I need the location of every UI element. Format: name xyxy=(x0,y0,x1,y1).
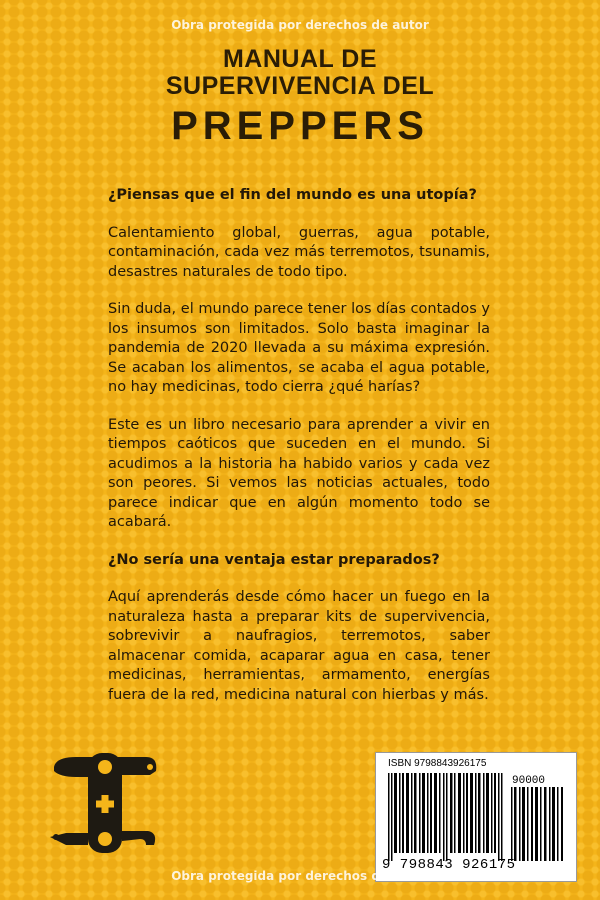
title-line-2: SUPERVIVENCIA DEL xyxy=(165,72,435,100)
title-line-3: PREPPERS xyxy=(171,104,429,148)
swiss-army-knife-icon xyxy=(46,745,161,860)
back-cover-blurb xyxy=(108,186,490,723)
price-code: 90000 xyxy=(512,775,546,787)
question-2: ¿No sería una ventaja estar preparados? xyxy=(108,551,440,568)
barcode-digits: 9 798843 926175 xyxy=(382,857,516,873)
copyright-watermark-top: Obra protegida por derechos de autor xyxy=(171,18,429,32)
paragraph-4: Aquí aprenderás desde cómo hacer un fuego en la naturaleza hasta a preparar kits de supervivencia, sobrevivir a naufragios, terremotos, saber almacenar comida, acaparar agua en casa, tener medicinas, herramientas, armamento, energías fuera de la red, medicina natural con hierbas y más. xyxy=(108,589,490,703)
question-1: ¿Piensas que el fin del mundo es una utopía? xyxy=(108,187,477,203)
book-title xyxy=(0,46,600,150)
barcode-bars xyxy=(386,773,504,861)
isbn-barcode xyxy=(375,752,577,882)
isbn-label: ISBN 9798843926175 xyxy=(388,758,487,769)
paragraph-3: Este es un libro necesario para aprender a vivir en tiempos caóticos que suceden en el mundo. Si acudimos a la historia ha habido varios y cada vez son peores. Si vemos las noticias actuales, todo parece indicar que en algún momento todo se acabará. xyxy=(108,416,490,530)
paragraph-1: Calentamiento global, guerras, agua potable, contaminación, cada vez más terremotos, tsunamis, desastres naturales de todo tipo. xyxy=(108,224,490,280)
copyright-watermark-bottom: Obra protegida por derechos de autor xyxy=(171,869,429,883)
price-barcode-bars xyxy=(510,787,566,861)
title-line-1: MANUAL DE xyxy=(222,45,378,73)
paragraph-2: Sin duda, el mundo parece tener los días contados y los insumos son limitados. Solo basta imaginar la pandemia de 2020 llevada a su máxima expresión. Se acaban los alimentos, se acaba el agua potable, no hay medicinas, todo cierra ¿qué harías? xyxy=(108,301,490,395)
